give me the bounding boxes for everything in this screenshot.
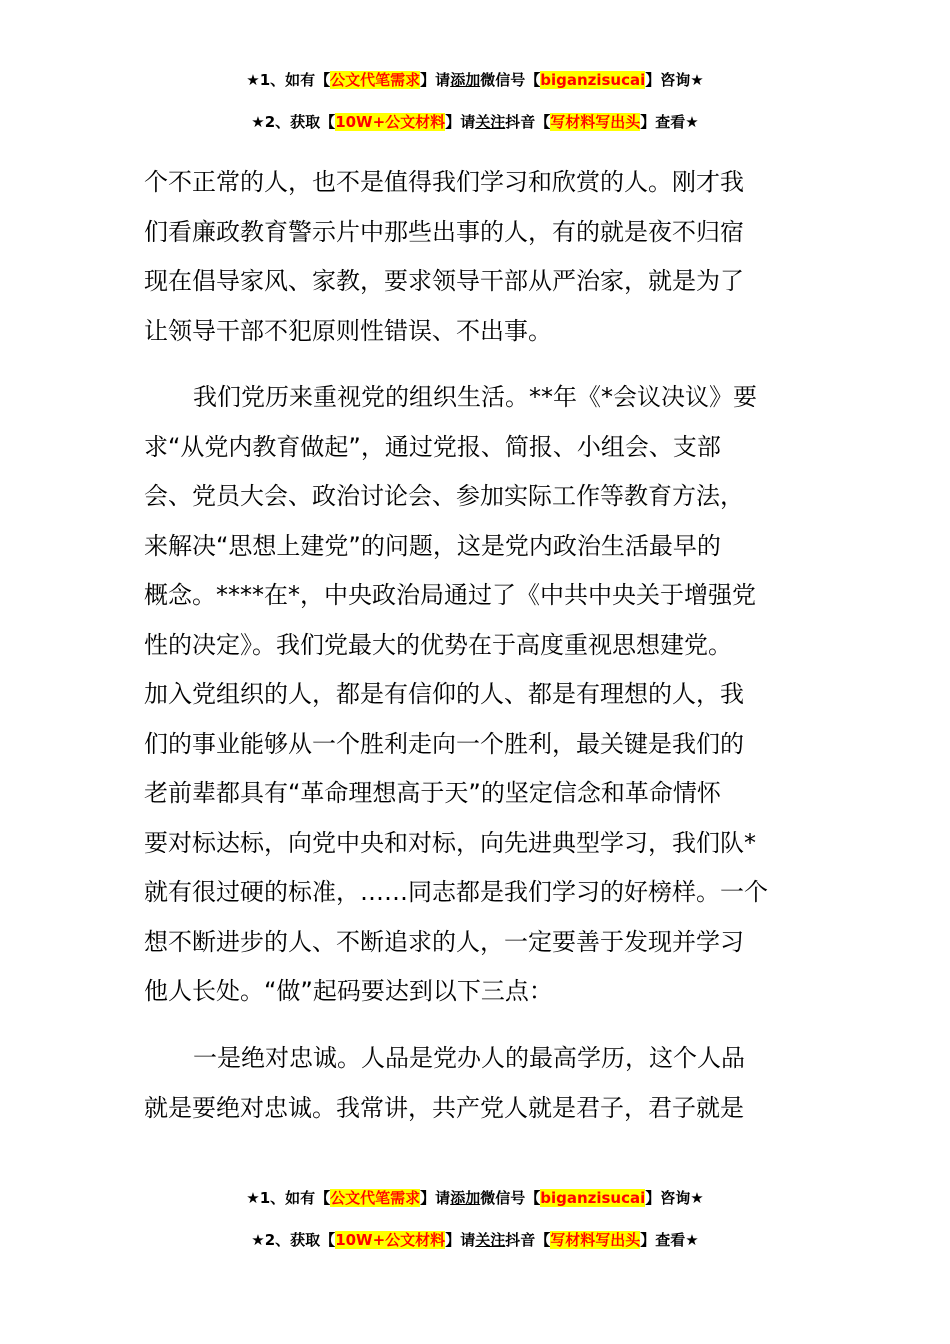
banner-emphasis: 添加 (450, 1189, 481, 1207)
text-line: 会、党员大会、政治讨论会、参加实际工作等教育方法， (144, 482, 744, 510)
banner-emphasis: 关注 (475, 113, 506, 131)
text-line: 就有很过硬的标准，……同志都是我们学习的好榜样。一个 (144, 878, 768, 906)
banner-prefix: ★1、如有【 (246, 71, 331, 89)
text-line: 概念。****在*，中央政治局通过了《中共中央关于增强党 (144, 581, 756, 609)
banner-text: 】请 (445, 113, 476, 131)
footer-banner-line-1 (0, 1188, 950, 1208)
text-line: 一是绝对忠诚。人品是党办人的最高学历，这个人品 (193, 1044, 745, 1072)
text-line: 让领导干部不犯原则性错误、不出事。 (144, 316, 552, 345)
banner-text: 微信号【 (480, 71, 541, 89)
banner-highlight: biganzisucai (540, 1189, 646, 1207)
banner-highlight: biganzisucai (540, 71, 646, 89)
banner-highlight: 公文代笔需求 (330, 71, 421, 89)
text-line: 个不正常的人，也不是值得我们学习和欣赏的人。刚才我 (144, 168, 744, 196)
header-banner-line-1 (0, 70, 950, 90)
text-line: 现在倡导家风、家教，要求领导干部从严治家，就是为了 (144, 267, 744, 295)
text-line: 老前辈都具有“革命理想高于天”的坚定信念和革命情怀 (144, 779, 721, 807)
text-line: 来解决“思想上建党”的问题，这是党内政治生活最早的 (144, 531, 721, 560)
banner-suffix: 】咨询★ (645, 71, 704, 89)
paragraph-1 (144, 158, 808, 356)
banner-prefix: ★1、如有【 (246, 1189, 331, 1207)
banner-prefix: ★2、获取【 (251, 113, 336, 131)
text-line: 求“从党内教育做起”，通过党报、简报、小组会、支部 (144, 432, 721, 461)
banner-emphasis: 关注 (475, 1231, 506, 1249)
text-line: 们看廉政教育警示片中那些出事的人，有的就是夜不归宿 (144, 217, 744, 246)
banner-suffix: 】查看★ (640, 1231, 699, 1249)
banner-highlight: 写材料写出头 (550, 1231, 641, 1249)
paragraph-3 (144, 1034, 808, 1133)
banner-highlight: 写材料写出头 (550, 113, 641, 131)
text-line: 们的事业能够从一个胜利走向一个胜利，最关键是我们的 (144, 729, 744, 758)
banner-text: 】请 (420, 1189, 451, 1207)
banner-text: 微信号【 (480, 1189, 541, 1207)
text-line: 要对标达标，向党中央和对标，向先进典型学习，我们队* (144, 828, 756, 857)
text-line: 想不断进步的人、不断追求的人，一定要善于发现并学习 (144, 927, 744, 956)
footer-banner-line-2 (0, 1230, 950, 1250)
header-banner-line-2 (0, 112, 950, 132)
banner-emphasis: 添加 (450, 71, 481, 89)
text-line: 加入党组织的人，都是有信仰的人、都是有理想的人，我 (144, 680, 744, 708)
banner-text: 】请 (445, 1231, 476, 1249)
text-line: 他人长处。“做”起码要达到以下三点： (144, 977, 553, 1005)
banner-text: 】请 (420, 71, 451, 89)
banner-highlight: 10W+公文材料 (335, 1231, 446, 1249)
banner-suffix: 】查看★ (640, 113, 699, 131)
banner-text: 抖音【 (505, 113, 551, 131)
paragraph-2 (144, 373, 808, 1017)
banner-highlight: 公文代笔需求 (330, 1189, 421, 1207)
banner-highlight: 10W+公文材料 (335, 113, 446, 131)
text-line: 性的决定》。我们党最大的优势在于高度重视思想建党。 (144, 630, 732, 659)
banner-suffix: 】咨询★ (645, 1189, 704, 1207)
banner-prefix: ★2、获取【 (251, 1231, 336, 1249)
text-line: 就是要绝对忠诚。我常讲，共产党人就是君子，君子就是 (144, 1093, 744, 1122)
text-line: 我们党历来重视党的组织生活。**年《*会议决议》要 (193, 383, 757, 411)
banner-text: 抖音【 (505, 1231, 551, 1249)
